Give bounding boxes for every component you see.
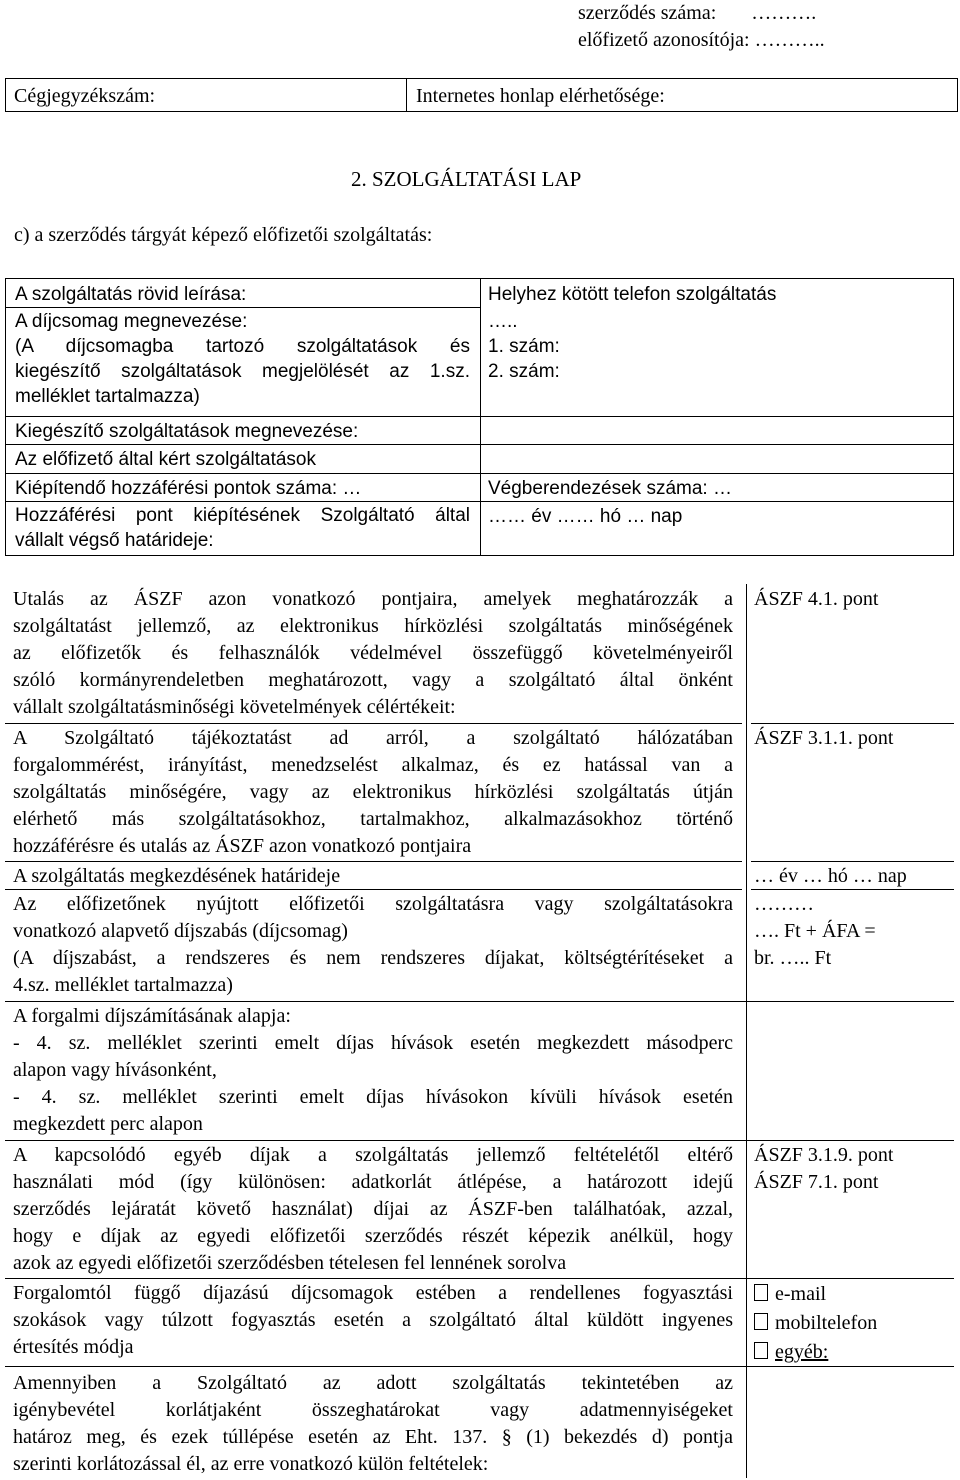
text-line: A forgalmi díjszámításának alapja: [13,1005,291,1027]
number-1: 1. szám: [488,336,560,357]
text-line: szokások vagy túlzott fogyasztás esetén a szolgáltató által küldött ingyenes [13,1309,733,1331]
text-line: 4.sz. melléklet tartalmazza) [13,974,233,996]
base-tariff-text [13,891,733,999]
base-tariff-value [754,891,949,972]
registry-divider [406,79,407,111]
option-label: e-mail [775,1283,827,1305]
text-line: Forgalomtól függő díjazású díjcsomagok estében a rendellenes fogyasztási [13,1282,733,1304]
aszf-quality-text [13,586,733,721]
text-line: alapon vagy hívásonként, [13,1059,217,1081]
text-line: szolgáltatást jellemző, az elektronikus hírközlési szolgáltatás minőségének [13,615,733,637]
row-divider [751,861,954,862]
option-other[interactable] [754,1338,949,1367]
subscriber-id-value: ……….. [754,29,825,51]
row-divider [6,307,480,308]
aszf-ref: ÁSZF 7.1. pont [754,1171,879,1193]
extra-services-label: Kiegészítő szolgáltatások megnevezése: [15,421,359,442]
contract-number-value: ………. [751,2,817,24]
subsection-title: c) a szerződés tárgyát képező előfizetői szolgáltatás: [14,224,433,246]
start-deadline-value: … év … hó … nap [754,865,907,887]
usage-limit-text [13,1370,733,1478]
access-points-label: Kiépítendő hozzáférési pontok száma: … [15,478,362,499]
text-line: vállalt szolgáltatásminőségi követelmények célértékeit: [13,696,456,718]
email-checkbox[interactable] [754,1284,768,1301]
terminals-label: Végberendezések száma: … [488,478,732,499]
other-checkbox[interactable] [754,1342,768,1359]
registry-table [5,78,958,112]
row-divider [5,1366,954,1367]
deadline-label-line: Hozzáférési pont kiépítésének Szolgáltató által [15,505,470,526]
deadline-value: …… év …… hó … nap [488,506,683,527]
row-divider [6,501,953,502]
company-reg-label: Cégjegyzékszám: [14,85,156,107]
requested-services-label: Az előfizető által kért szolgáltatások [15,449,316,470]
start-deadline-label: A szolgáltatás megkezdésének határideje [13,865,341,887]
notification-options [754,1280,949,1367]
row-divider [5,723,742,724]
text-line: határoz meg, és ezek túllépése esetén az Eht. 137. § (1) bekezdés d) pontja [13,1426,733,1448]
main-table [5,584,954,1478]
row-divider [5,1140,954,1141]
mobile-checkbox[interactable] [754,1313,768,1330]
package-note-line: kiegészítő szolgáltatások megjelölését az 1.sz. [15,361,470,382]
row-divider [5,1001,954,1002]
option-label: mobiltelefon [775,1312,878,1334]
package-value: ….. [488,311,518,332]
text-line: vonatkozó alapvető díjszabás (díjcsomag) [13,920,348,942]
notification-text [13,1280,733,1361]
text-line: használati mód (így különösen: adatkorlát átlépése, a határozott idejű [13,1171,733,1193]
row-divider [5,861,742,862]
text-line: A kapcsolódó egyéb díjak a szolgáltatás jellemző feltételétől eltérő [13,1144,733,1166]
text-line: forgalommérést, irányítást, menedzselést alkalmaz, és ez hatással van a [13,754,733,776]
row-divider [6,473,953,474]
row-divider [751,889,954,890]
package-note-line: (A díjcsomagba tartozó szolgáltatások és [15,336,470,357]
package-note-line: melléklet tartalmazza) [15,386,200,407]
row-divider [6,444,953,445]
text-line: értesítés módja [13,1336,134,1358]
section-title: 2. SZOLGÁLTATÁSI LAP [351,167,582,191]
price-line: …. Ft + ÁFA = [754,920,876,942]
subscriber-id-label: előfizető azonosítója: [578,29,750,51]
text-line: igénybevétel korlátjaként összeghatárokat vagy adatmennyiségeket [13,1399,733,1421]
contract-number-line [578,0,958,27]
aszf-ref: ÁSZF 3.1.1. pont [754,727,894,749]
contract-number-label: szerződés száma: [578,2,717,24]
subscriber-id-line [578,27,958,54]
text-line: (A díjszabást, a rendszeres és nem rendszeres díjakat, költségtérítéseket a [13,947,733,969]
main-table-divider [746,584,747,1478]
website-label: Internetes honlap elérhetősége: [416,85,665,107]
option-email[interactable] [754,1280,949,1309]
row-divider [6,416,953,417]
traffic-fee-basis-text [13,1003,733,1138]
service-table [5,278,954,556]
other-fees-text [13,1142,733,1277]
option-mobile[interactable] [754,1309,949,1338]
text-line: az előfizetők és felhasználók védelmével összefüggő követelményeiről [13,642,733,664]
aszf-ref: ÁSZF 4.1. pont [754,588,879,610]
text-line: elérhető más szolgáltatásokhoz, tartalmakhoz, alkalmazásokhoz történő [13,808,733,830]
number-2: 2. szám: [488,361,560,382]
text-line: szóló kormányrendeletben meghatározott, vagy a szolgáltató által önként [13,669,733,691]
other-fees-refs [754,1142,949,1196]
aszf-ref: ÁSZF 3.1.9. pont [754,1144,894,1166]
row-divider [5,1278,954,1279]
text-line: - 4. sz. melléklet szerinti emelt díjas hívások esetén megkezdett másodperc [13,1032,733,1054]
package-value-cell [488,309,560,384]
price-line: br. ….. Ft [754,947,832,969]
text-line: - 4. sz. melléklet szerinti emelt díjas hívásokon kívüli hívások esetén [13,1086,733,1108]
text-line: szerinti korlátozással él, az erre vonatkozó külön feltételek: [13,1453,489,1475]
text-line: szerződés lejáratát követő használat) díjai az ÁSZF-ben találhatóak, azzal, [13,1198,733,1220]
deadline-cell [15,503,470,553]
short-desc-label: A szolgáltatás rövid leírása: [15,284,247,305]
text-line: hogy e díjak az egyedi előfizetői szerződés részét képezik anélkül, hogy [13,1225,733,1247]
row-divider [5,889,742,890]
text-line: Amennyiben a Szolgáltató az adott szolgáltatás tekintetében az [13,1372,733,1394]
option-label: egyéb: [775,1341,829,1363]
service-table-divider [480,279,481,555]
deadline-label-line: vállalt végső határideje: [15,530,214,551]
package-name-label: A díjcsomag megnevezése: [15,311,248,332]
text-line: megkezdett perc alapon [13,1113,203,1135]
text-line: hozzáférésre és utalás az ÁSZF azon vonatkozó pontjaira [13,835,472,857]
text-line: szolgáltatás minőségére, vagy az elektronikus hírközlési szolgáltatás útján [13,781,733,803]
row-divider [751,723,954,724]
text-line: Utalás az ÁSZF azon vonatkozó pontjaira, amelyek meghatározzák a [13,588,733,610]
traffic-management-text [13,725,733,860]
short-desc-value: Helyhez kötött telefon szolgáltatás [488,284,777,305]
package-name-cell [15,309,470,409]
text-line: azok az egyedi előfizetői szerződésben tételesen fel lennének sorolva [13,1252,567,1274]
price-line: ……… [754,893,814,915]
text-line: Az előfizetőnek nyújtott előfizetői szolgáltatásra vagy szolgáltatásokra [13,893,733,915]
text-line: A Szolgáltató tájékoztatást ad arról, a szolgáltató hálózatában [13,727,733,749]
